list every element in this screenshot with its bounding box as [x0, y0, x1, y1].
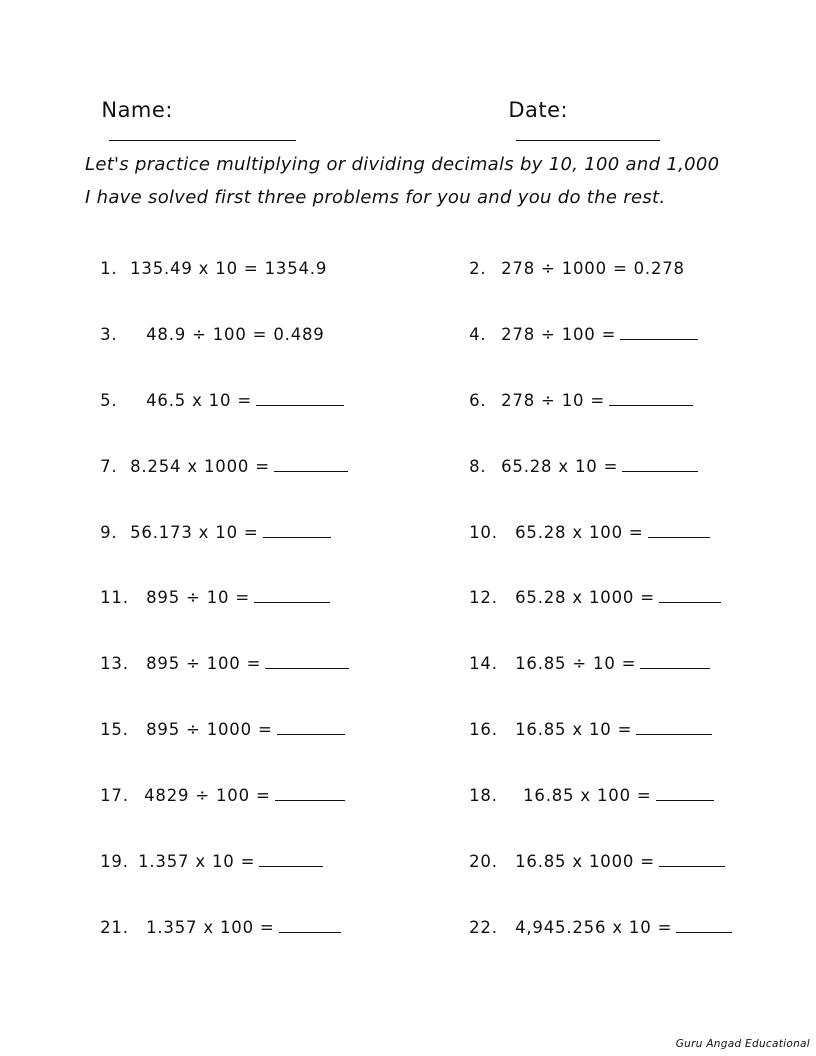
problem-expression: 65.28 x 10 = [501, 457, 619, 476]
problem-expression: 1.357 x 10 = [138, 852, 256, 871]
problem-14 [457, 635, 710, 673]
problem-expression: 1.357 x 100 = [146, 918, 275, 937]
answer-blank[interactable] [622, 457, 698, 472]
problem-number: 15. [100, 720, 129, 739]
answer-blank[interactable] [640, 654, 710, 669]
problem-expression: 16.85 x 1000 = [515, 852, 655, 871]
problem-number: 1. [100, 259, 118, 278]
problem-expression: 895 ÷ 10 = [146, 588, 250, 607]
problem-number: 20. [469, 852, 498, 871]
problem-expression: 65.28 x 100 = [515, 523, 644, 542]
problem-number: 18. [469, 786, 498, 805]
date-blank[interactable] [516, 122, 660, 141]
answer-blank[interactable] [659, 588, 721, 603]
instruction-line-2: I have solved first three problems for you and you do the rest. [85, 187, 666, 208]
problem-expression: 278 ÷ 100 = [501, 325, 617, 344]
answer-blank[interactable] [256, 391, 344, 406]
problem-3 [88, 306, 325, 344]
problem-21 [88, 899, 341, 937]
answer-blank[interactable] [277, 720, 345, 735]
problem-6 [457, 372, 693, 410]
problem-20 [457, 833, 725, 871]
problem-expression: 16.85 x 100 = [523, 786, 652, 805]
problem-8 [457, 438, 698, 476]
name-blank[interactable] [109, 122, 296, 141]
problem-number: 17. [100, 786, 129, 805]
problem-16 [457, 701, 712, 739]
problem-expression: 278 ÷ 1000 = 0.278 [501, 259, 685, 278]
problem-number: 3. [100, 325, 118, 344]
answer-blank[interactable] [609, 391, 693, 406]
problem-expression: 4,945.256 x 10 = [515, 918, 673, 937]
problem-number: 19. [100, 852, 129, 871]
problem-22 [457, 899, 732, 937]
problem-expression: 16.85 ÷ 10 = [515, 654, 637, 673]
problem-expression: 46.5 x 10 = [146, 391, 252, 410]
problem-18 [457, 767, 714, 805]
answer-blank[interactable] [636, 720, 712, 735]
problem-number: 2. [469, 259, 487, 278]
problem-expression: 278 ÷ 10 = [501, 391, 605, 410]
problem-expression: 65.28 x 1000 = [515, 588, 655, 607]
problem-expression: 895 ÷ 100 = [146, 654, 262, 673]
date-label: Date: [508, 98, 569, 122]
problem-number: 9. [100, 523, 118, 542]
answer-blank[interactable] [279, 918, 341, 933]
problem-number: 6. [469, 391, 487, 410]
instructions [85, 148, 719, 214]
problem-number: 21. [100, 918, 129, 937]
footer-credit: Guru Angad Educational [675, 1038, 810, 1050]
answer-blank[interactable] [275, 786, 345, 801]
problem-number: 12. [469, 588, 498, 607]
problem-number: 5. [100, 391, 118, 410]
problem-expression: 895 ÷ 1000 = [146, 720, 273, 739]
problem-19 [88, 833, 323, 871]
problem-13 [88, 635, 349, 673]
answer-blank[interactable] [659, 852, 725, 867]
problem-number: 13. [100, 654, 129, 673]
problem-5 [88, 372, 344, 410]
problem-number: 4. [469, 325, 487, 344]
problem-4 [457, 306, 698, 344]
problem-number: 14. [469, 654, 498, 673]
problem-expression: 4829 ÷ 100 = [144, 786, 271, 805]
problem-number: 8. [469, 457, 487, 476]
problem-number: 7. [100, 457, 118, 476]
instruction-line-1: Let's practice multiplying or dividing decimals by 10, 100 and 1,000 [85, 154, 720, 175]
problem-expression: 48.9 ÷ 100 = 0.489 [146, 325, 325, 344]
problem-11 [88, 569, 330, 607]
problem-1 [88, 240, 327, 278]
problem-number: 22. [469, 918, 498, 937]
answer-blank[interactable] [254, 588, 330, 603]
problem-number: 11. [100, 588, 129, 607]
problem-expression: 135.49 x 10 = 1354.9 [130, 259, 328, 278]
answer-blank[interactable] [656, 786, 714, 801]
answer-blank[interactable] [263, 523, 331, 538]
problem-15 [88, 701, 345, 739]
answer-blank[interactable] [259, 852, 323, 867]
problem-17 [88, 767, 345, 805]
answer-blank[interactable] [265, 654, 349, 669]
problem-expression: 8.254 x 1000 = [130, 457, 270, 476]
name-label: Name: [101, 98, 173, 122]
name-field[interactable] [87, 74, 296, 146]
problem-7 [88, 438, 348, 476]
problem-number: 16. [469, 720, 498, 739]
problem-expression: 16.85 x 10 = [515, 720, 633, 739]
date-field[interactable] [494, 74, 660, 146]
answer-blank[interactable] [676, 918, 732, 933]
problem-9 [88, 504, 331, 542]
answer-blank[interactable] [274, 457, 348, 472]
answer-blank[interactable] [620, 325, 698, 340]
problem-number: 10. [469, 523, 498, 542]
problem-2 [457, 240, 685, 278]
answer-blank[interactable] [648, 523, 710, 538]
problem-10 [457, 504, 710, 542]
problem-expression: 56.173 x 10 = [130, 523, 259, 542]
problem-12 [457, 569, 721, 607]
